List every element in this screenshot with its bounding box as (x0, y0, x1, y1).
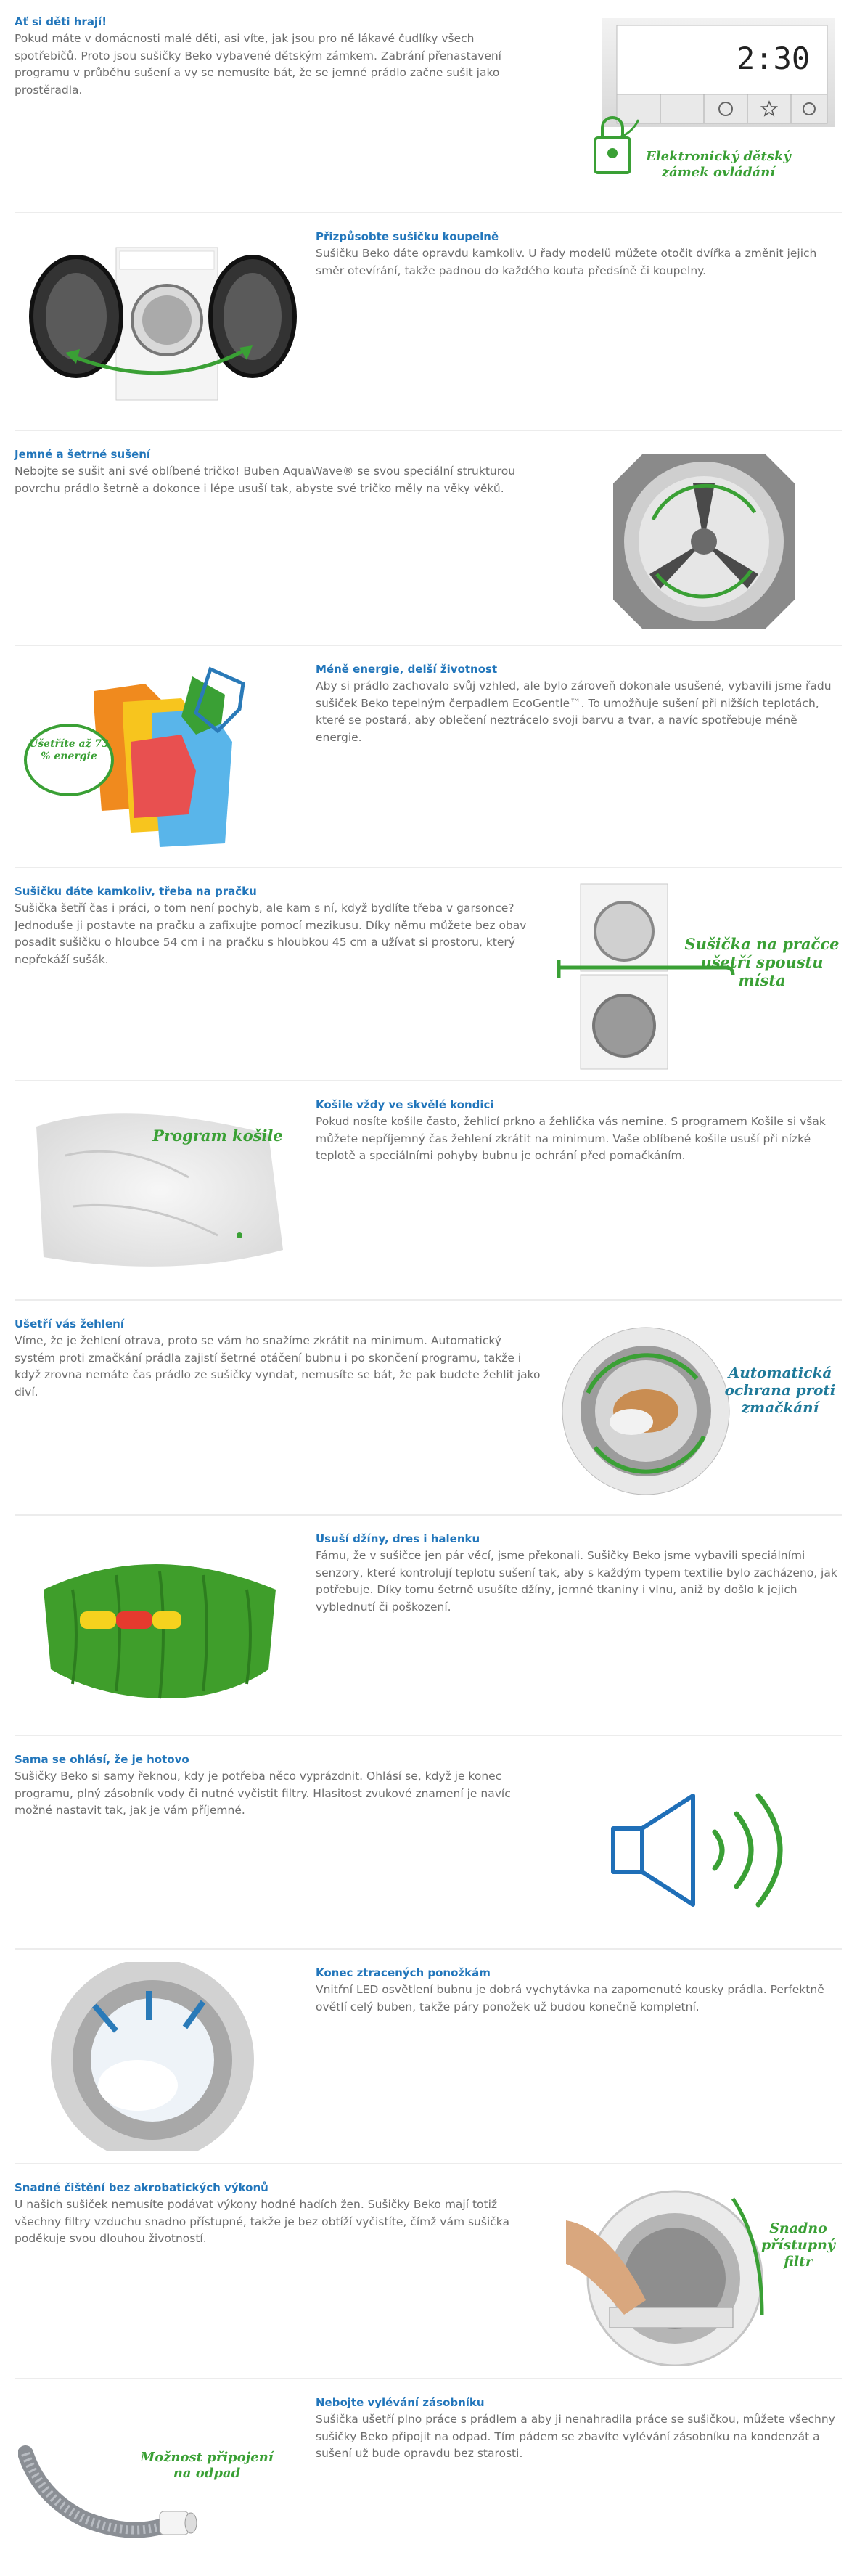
section-divider (15, 1948, 842, 1950)
display-time: 2:30 (737, 41, 811, 76)
section-divider (15, 1299, 842, 1301)
colorful-shirts-image (15, 662, 290, 858)
feature-anti-crease (0, 1302, 857, 1513)
feature-text: U našich sušiček nemusíte podávat výkony hodné hadích žen. Sušičky Beko mají totiž všechny filtry vzduchu snadno přístupné, takže je bez obtíží vyčistíte, čímž vám sušička poděkuje svou dlouhou životností. (15, 2198, 509, 2245)
child-lock-label: Elektronický dětský zámek ovládání (646, 149, 791, 180)
section-divider (15, 2378, 842, 2379)
drain-hose-image (18, 2403, 294, 2548)
feature-text: Aby si prádlo zachovalo svůj vzhled, ale bylo zároveň dokonale usušené, vybavili jsme řadu sušiček Beko tepelným čerpadlem EcoGentle™. To umožňuje sušení při nižších teplotách, které se postará, aby oblečení neztrácelo svoji barvu a tvar, a navíc spotřebuje méně energie. (316, 679, 832, 744)
section-divider (15, 1514, 842, 1516)
feature-title: Ušetří vás žehlení (15, 1317, 124, 1330)
feature-title: Konec ztracených ponožkám (316, 1966, 491, 1979)
feature-text: Pokud nosíte košile často, žehlicí prkno a žehlička vás nemine. S programem Košile si však můžete nepříjemný čas žehlení zkrátit na minimum. Vaše oblíbené košile usuší při nízké teplotě a speciálními pohyby bubnu je ochrání před pomačkáním. (316, 1115, 826, 1162)
feature-easy-filter (0, 2166, 857, 2376)
drain-label: Možnost připojení na odpad (140, 2450, 274, 2481)
stacking-label: Sušička na pračce ušetří spoustu místa (684, 935, 840, 990)
feature-title: Sušičku dáte kamkoliv, třeba na pračku (15, 885, 257, 898)
anti-crease-label: Automatická ochrana proti zmačkání (724, 1364, 836, 1416)
feature-fabric-sensors (0, 1517, 857, 1733)
feature-title: Snadné čištění bez akrobatických výkonů (15, 2181, 268, 2194)
feature-text: Nebojte se sušit ani své oblíbené tričko! Buben AquaWave® se svou speciální strukturou povrchu prádlo šetrně a dokonce i lépe usuší tak, abyste své tričko měly na věky věků. (15, 465, 516, 495)
feature-text: Sušičku Beko dáte opravdu kamkoliv. U řady modelů můžete otočit dvířka a změnit jejich směr otevírání, takže padnou do každého kouta předsíně či koupelny. (316, 247, 817, 277)
reversible-door-image (22, 233, 298, 407)
feature-child-lock (0, 0, 857, 210)
feature-title: Košile vždy ve skvělé kondici (316, 1098, 494, 1111)
energy-saving-label: Ušetříte až 73 % energie (29, 738, 109, 762)
filter-access-image (566, 2177, 842, 2366)
feature-text: Pokud máte v domácnosti malé děti, asi víte, jak jsou pro ně lákavé čudlíky všech spotřebičů. Proto jsou sušičky Beko vybavené dětským zámkem. Zabrání přenastavení programu v průběhu sušení a vy se nemusíte bát, že se jemné prádlo začne sušit jako prostěradla. (15, 32, 501, 97)
stacked-dryer-washer-image (551, 880, 842, 1073)
filter-label: Snadno přístupný filtr (761, 2220, 835, 2270)
feature-text: Sušička šetří čas i práci, o tom není pochyb, ale kam s ní, když bydlíte třeba v garsonce? Jednoduše ji postavte na pračku a zafixujte pomocí mezikusu. Díky němu můžete bez obav posadit sušičku o hloubce 54 cm i na pračku s hloubkou 45 cm a užívat si prostoru, který nepřekáží sušák. (15, 901, 527, 966)
feature-title: Usuší džíny, dres i halenku (316, 1532, 480, 1545)
feature-reversible-door (0, 215, 857, 428)
feature-text: Vnitřní LED osvětlení bubnu je dobrá vychytávka na zapomenuté kousky prádla. Perfektně ovětlí celý buben, takže páry ponožek už budou konečně kompletní. (316, 1983, 824, 2013)
feature-title: Ať si děti hrají! (15, 15, 107, 28)
feature-title: Sama se ohlásí, že je hotovo (15, 1753, 189, 1766)
feature-text: Sušičky Beko si samy řeknou, kdy je potřeba něco vyprázdnit. Ohlásí se, když je konec programu, plný zásobník vody či nutné vyčistit filtry. Hlasitost zvukové znamení je navíc možné nastavit tak, jak je vám příjemné. (15, 1770, 511, 1817)
section-divider (15, 645, 842, 646)
led-lit-drum-image (15, 1962, 290, 2151)
section-divider (15, 212, 842, 213)
feature-text: Fámu, že v sušičce jen pár věcí, jsme překonali. Sušičky Beko jsme vybavili speciálními senzory, které kontrolují teplotu sušení tak, aby s každým typem textilie bylo zacházeno, jak potřebuje. Díky tomu šetrně usušíte džíny, jemné tkaniny i vlnu, aniž by došlo k jejich vyblednutí či poškození. (316, 1549, 837, 1614)
feature-title: Nebojte vylévání zásobníku (316, 2396, 485, 2409)
section-divider (15, 1080, 842, 1081)
feature-title: Přizpůsobte sušičku koupelně (316, 230, 499, 243)
feature-led-light (0, 1951, 857, 2162)
feature-stacking (0, 870, 857, 1079)
speaker-sound-image (602, 1781, 798, 1919)
feature-title: Méně energie, delší životnost (316, 663, 498, 676)
anti-crease-drum-image (559, 1320, 842, 1502)
section-divider (15, 1735, 842, 1736)
feature-sound-alert (0, 1738, 857, 1947)
aquawave-drum-image (613, 454, 795, 629)
feature-gentle-drying (0, 433, 857, 643)
section-divider (15, 430, 842, 431)
feature-title: Jemné a šetrné sušení (15, 448, 151, 461)
white-shirt-image (22, 1097, 298, 1279)
child-lock-panel-image (581, 18, 842, 207)
feature-text: Sušička ušetří plno práce s prádlem a aby ji nenahradila práce se sušičkou, můžete všechny sušičky Beko připojit na odpad. Tím pádem se zbavíte vylévání zásobníku na kondenzát a sušení už bude opravdu bez starosti. (316, 2413, 835, 2460)
green-wool-sweater-image (29, 1532, 290, 1727)
feature-text: Víme, že je žehlení otrava, proto se vám ho snažíme zkrátit na minimum. Automatický systém proti zmačkání prádla zajistí šetrné otáčení bubnu i po skončení programu, takže i když zrovna nemáte čas prádlo ze sušičky vyndat, nemusíte se bát, že pak budete žehlit jako diví. (15, 1334, 541, 1399)
shirt-program-label: Program košile (152, 1127, 283, 1145)
feature-heat-pump (0, 647, 857, 865)
section-divider (15, 867, 842, 868)
feature-drain-connection (0, 2381, 857, 2576)
feature-shirt-program (0, 1083, 857, 1298)
section-divider (15, 2163, 842, 2164)
